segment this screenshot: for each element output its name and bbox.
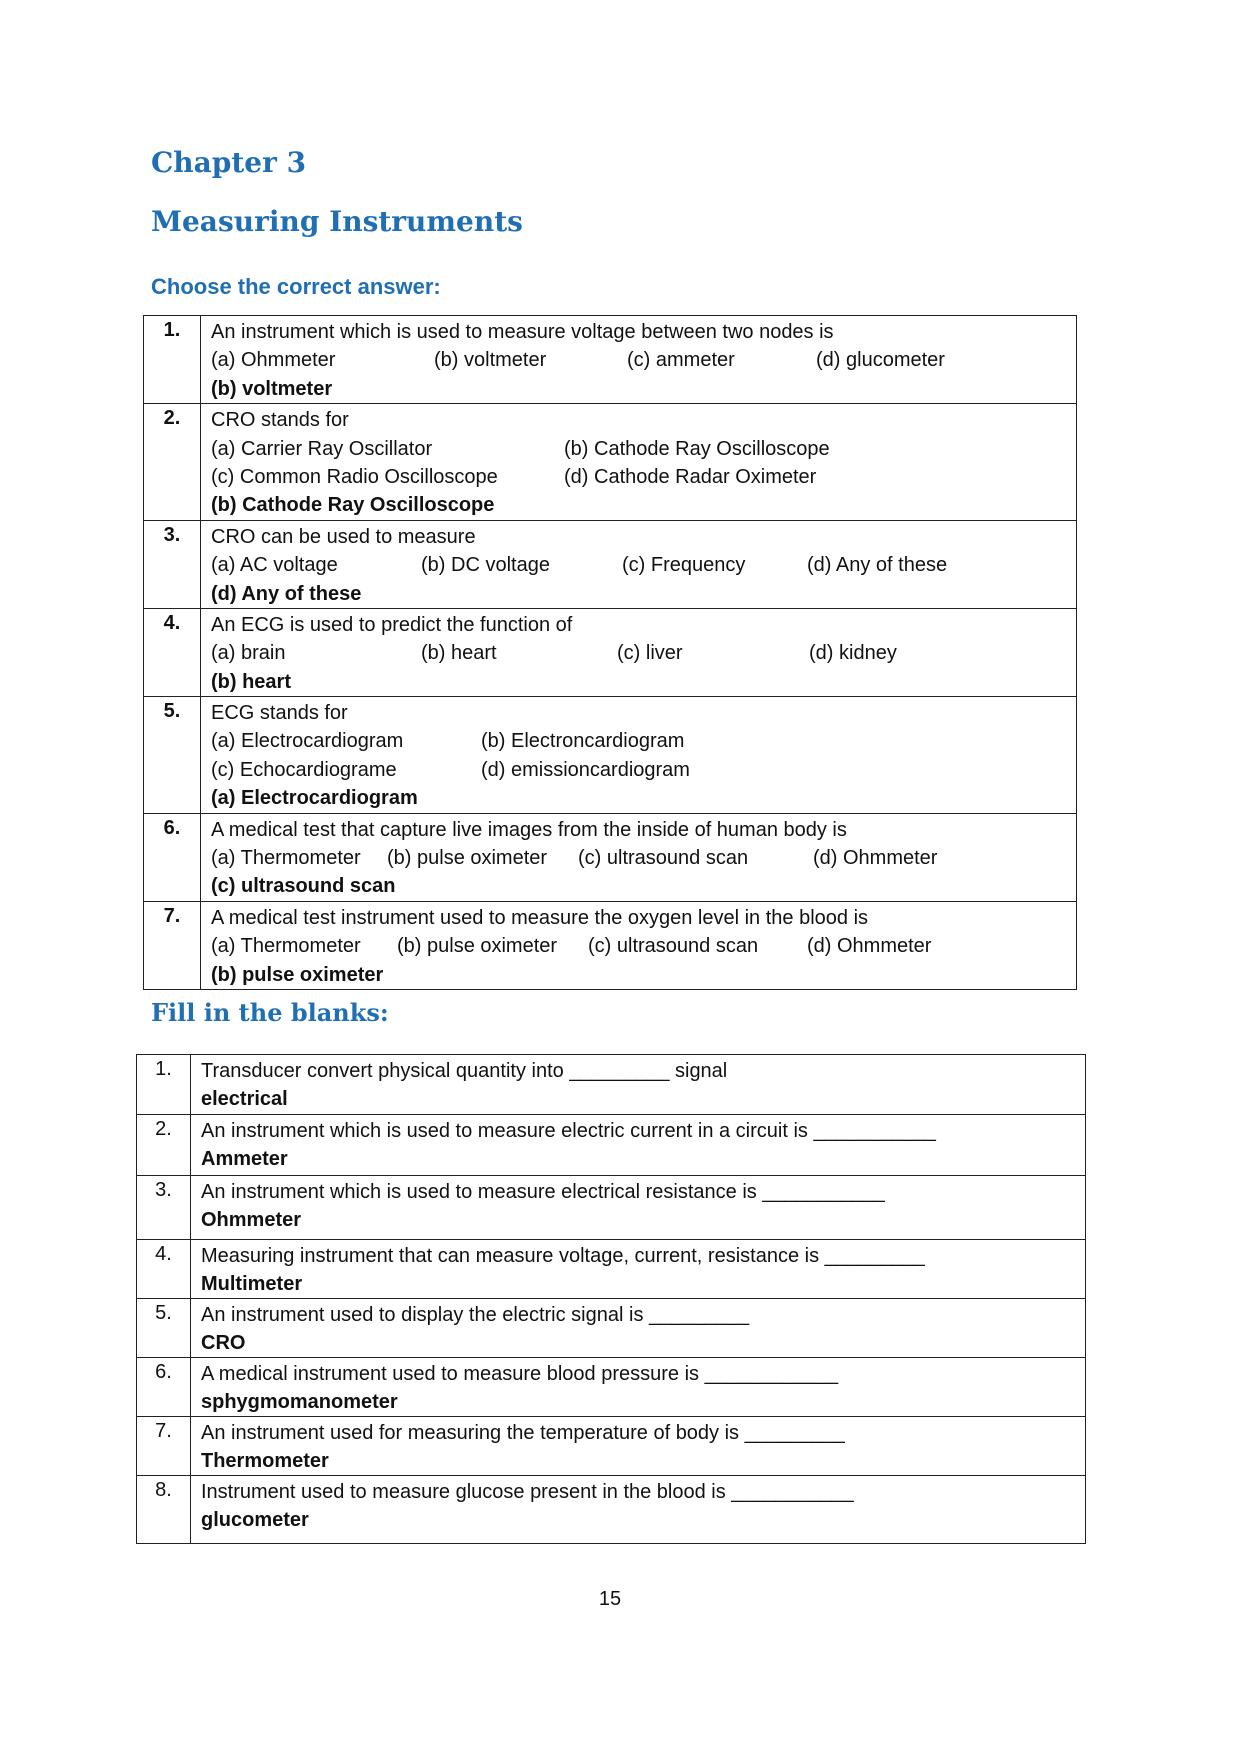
mcq-number: 6.: [144, 813, 201, 901]
mcq-option: (b) DC voltage: [421, 554, 550, 577]
mcq-row: [144, 901, 1077, 989]
mcq-cell: [201, 901, 1077, 989]
mcq-options: [211, 756, 1076, 784]
fib-number: 7.: [137, 1417, 191, 1476]
fib-answer: Multimeter: [201, 1273, 303, 1295]
fib-row: [137, 1417, 1086, 1476]
fib-question: Instrument used to measure glucose present in the blood is ___________: [201, 1481, 854, 1503]
mcq-heading: Choose the correct answer:: [151, 274, 441, 299]
mcq-option: (c) Frequency: [622, 554, 746, 577]
mcq-options: [211, 932, 1076, 960]
mcq-option: (a) Thermometer: [211, 847, 361, 870]
mcq-number: 3.: [144, 520, 201, 608]
mcq-option: (c) ultrasound scan: [578, 847, 749, 870]
mcq-option: (c) Common Radio Oscilloscope: [211, 465, 498, 488]
fib-row: [137, 1055, 1086, 1115]
mcq-cell: [201, 404, 1077, 521]
mcq-number: 1.: [144, 316, 201, 404]
mcq-cell: [201, 697, 1077, 814]
mcq-answer: (b) pulse oximeter: [211, 963, 384, 986]
chapter-title: Measuring Instruments: [151, 205, 523, 238]
fib-cell: [191, 1299, 1086, 1358]
fib-question: An instrument used to display the electric signal is _________: [201, 1304, 750, 1326]
fib-question: An instrument which is used to measure electrical resistance is ___________: [201, 1181, 885, 1203]
mcq-option: (a) Electrocardiogram: [211, 730, 404, 753]
mcq-row: [144, 316, 1077, 404]
mcq-answer: (b) voltmeter: [211, 377, 333, 400]
fib-answer: Ohmmeter: [201, 1209, 302, 1231]
mcq-option: (a) Thermometer: [211, 935, 361, 958]
mcq-option: (b) pulse oximeter: [397, 935, 558, 958]
mcq-row: [144, 404, 1077, 521]
fib-number: 2.: [137, 1115, 191, 1176]
fib-heading: Fill in the blanks:: [151, 998, 389, 1027]
page-number: 15: [598, 1588, 622, 1610]
mcq-question: An ECG is used to predict the function of: [211, 613, 573, 636]
mcq-question: A medical test that capture live images from the inside of human body is: [211, 818, 847, 841]
fib-table: [136, 1054, 1086, 1544]
mcq-option: (d) Cathode Radar Oximeter: [564, 465, 817, 488]
fib-cell: [191, 1115, 1086, 1176]
mcq-row: [144, 813, 1077, 901]
fib-row: [137, 1115, 1086, 1176]
mcq-options: [211, 551, 1076, 579]
fib-question: An instrument used for measuring the temperature of body is _________: [201, 1422, 845, 1444]
fib-row: [137, 1299, 1086, 1358]
mcq-option: (a) Ohmmeter: [211, 349, 336, 372]
mcq-number: 5.: [144, 697, 201, 814]
fib-number: 8.: [137, 1476, 191, 1544]
fib-number: 5.: [137, 1299, 191, 1358]
mcq-question: A medical test instrument used to measure the oxygen level in the blood is: [211, 906, 869, 929]
mcq-question: ECG stands for: [211, 702, 348, 725]
fib-row: [137, 1240, 1086, 1299]
fib-cell: [191, 1358, 1086, 1417]
fib-cell: [191, 1476, 1086, 1544]
mcq-option: (d) kidney: [809, 642, 897, 665]
mcq-question: CRO can be used to measure: [211, 525, 476, 548]
fib-number: 1.: [137, 1055, 191, 1115]
mcq-option: (d) Ohmmeter: [807, 935, 932, 958]
fib-row: [137, 1358, 1086, 1417]
fib-answer: Ammeter: [201, 1148, 288, 1170]
mcq-option: (d) emissioncardiogram: [481, 758, 690, 781]
fib-question: A medical instrument used to measure blood pressure is ____________: [201, 1363, 839, 1385]
fib-question: Measuring instrument that can measure voltage, current, resistance is _________: [201, 1245, 925, 1267]
fib-row: [137, 1476, 1086, 1544]
fib-answer: CRO: [201, 1332, 246, 1354]
mcq-number: 4.: [144, 608, 201, 696]
fib-answer: glucometer: [201, 1509, 309, 1531]
mcq-table: [143, 315, 1077, 990]
fib-answer: electrical: [201, 1088, 288, 1110]
mcq-options: [211, 727, 1076, 755]
fib-number: 4.: [137, 1240, 191, 1299]
mcq-option: (b) pulse oximeter: [387, 847, 548, 870]
mcq-question: An instrument which is used to measure voltage between two nodes is: [211, 321, 834, 343]
mcq-cell: [201, 316, 1077, 404]
mcq-row: [144, 608, 1077, 696]
mcq-number: 2.: [144, 404, 201, 521]
mcq-option: (a) AC voltage: [211, 554, 338, 577]
mcq-answer: (a) Electrocardiogram: [211, 787, 418, 810]
fib-cell: [191, 1240, 1086, 1299]
mcq-options: [211, 844, 1076, 872]
mcq-cell: [201, 608, 1077, 696]
mcq-question: CRO stands for: [211, 409, 349, 432]
mcq-option: (c) Echocardiograme: [211, 758, 397, 781]
chapter-heading: Chapter 3: [151, 146, 307, 179]
mcq-row: [144, 697, 1077, 814]
mcq-option: (c) liver: [617, 642, 683, 665]
mcq-options: [211, 346, 1076, 374]
mcq-options: [211, 435, 1076, 463]
mcq-option: (b) voltmeter: [434, 349, 547, 372]
mcq-answer: (b) Cathode Ray Oscilloscope: [211, 494, 495, 517]
fib-number: 6.: [137, 1358, 191, 1417]
mcq-cell: [201, 520, 1077, 608]
mcq-options: [211, 639, 1076, 667]
mcq-option: (d) Ohmmeter: [813, 847, 938, 870]
mcq-option: (a) Carrier Ray Oscillator: [211, 437, 433, 460]
mcq-options: [211, 463, 1076, 491]
mcq-option: (c) ultrasound scan: [588, 935, 759, 958]
mcq-option: (a) brain: [211, 642, 286, 665]
mcq-option: (d) Any of these: [807, 554, 948, 577]
fib-row: [137, 1176, 1086, 1240]
fib-cell: [191, 1176, 1086, 1240]
mcq-cell: [201, 813, 1077, 901]
mcq-option: (b) Electroncardiogram: [481, 730, 685, 753]
mcq-option: (c) ammeter: [627, 349, 735, 372]
mcq-answer: (d) Any of these: [211, 582, 362, 605]
mcq-row: [144, 520, 1077, 608]
fib-question: Transducer convert physical quantity into _________ signal: [201, 1060, 728, 1082]
mcq-answer: (c) ultrasound scan: [211, 875, 396, 898]
mcq-option: (b) Cathode Ray Oscilloscope: [564, 437, 830, 460]
mcq-option: (d) glucometer: [816, 349, 945, 372]
mcq-option: (b) heart: [421, 642, 497, 665]
mcq-number: 7.: [144, 901, 201, 989]
mcq-answer: (b) heart: [211, 670, 291, 693]
fib-question: An instrument which is used to measure electric current in a circuit is ___________: [201, 1120, 936, 1142]
fib-answer: sphygmomanometer: [201, 1391, 398, 1413]
fib-cell: [191, 1417, 1086, 1476]
fib-number: 3.: [137, 1176, 191, 1240]
fib-cell: [191, 1055, 1086, 1115]
fib-answer: Thermometer: [201, 1450, 329, 1472]
